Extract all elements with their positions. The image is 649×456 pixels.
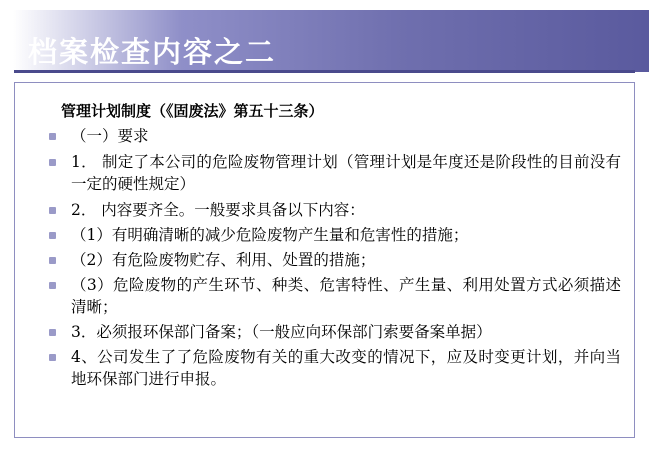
section-heading: 管理计划制度（《固废法》第五十三条） (61, 102, 324, 120)
list-item (43, 249, 621, 271)
square-bullet-icon (49, 282, 56, 289)
page-title: 档案检查内容之二 (28, 35, 277, 69)
list-item (43, 321, 621, 343)
list-item-text: 2． 内容要齐全。一般要求具备以下内容： (71, 201, 365, 220)
square-bullet-icon (49, 329, 56, 336)
list-item-text: （2）有危险废物贮存、利用、处置的措施； (71, 251, 376, 270)
square-bullet-icon (49, 159, 56, 166)
square-bullet-icon (49, 207, 56, 214)
list-item (43, 274, 621, 318)
list-item (43, 151, 621, 195)
square-bullet-icon (49, 257, 56, 264)
content-body (43, 95, 621, 393)
title-underline (14, 70, 635, 73)
list-item-text: （3）危险废物的产生环节、种类、危害特性、产生量、利用处置方式必须描述清晰； (71, 276, 621, 317)
list-item-text: 4、公司发生了了危险废物有关的重大改变的情况下，应及时变更计划，并向当地环保部门进行申报。 (71, 348, 621, 389)
bullet-list (43, 125, 621, 390)
list-item (43, 346, 621, 390)
content-panel (14, 82, 635, 438)
list-item (43, 125, 621, 147)
list-item-text: （1）有明确清晰的减少危险废物产生量和危害性的措施； (71, 226, 469, 245)
list-item-text: 3．必须报环保部门备案；（一般应向环保部门索要备案单据） (71, 323, 492, 342)
list-item-text: （一）要求 (71, 127, 149, 146)
list-item-text: 1． 制定了本公司的危险废物管理计划（管理计划是年度还是阶段性的目前没有一定的硬性规定） (71, 153, 621, 194)
square-bullet-icon (49, 133, 56, 140)
title-banner (0, 10, 649, 72)
list-item (43, 224, 621, 246)
square-bullet-icon (49, 232, 56, 239)
list-item (43, 199, 621, 221)
square-bullet-icon (49, 354, 56, 361)
